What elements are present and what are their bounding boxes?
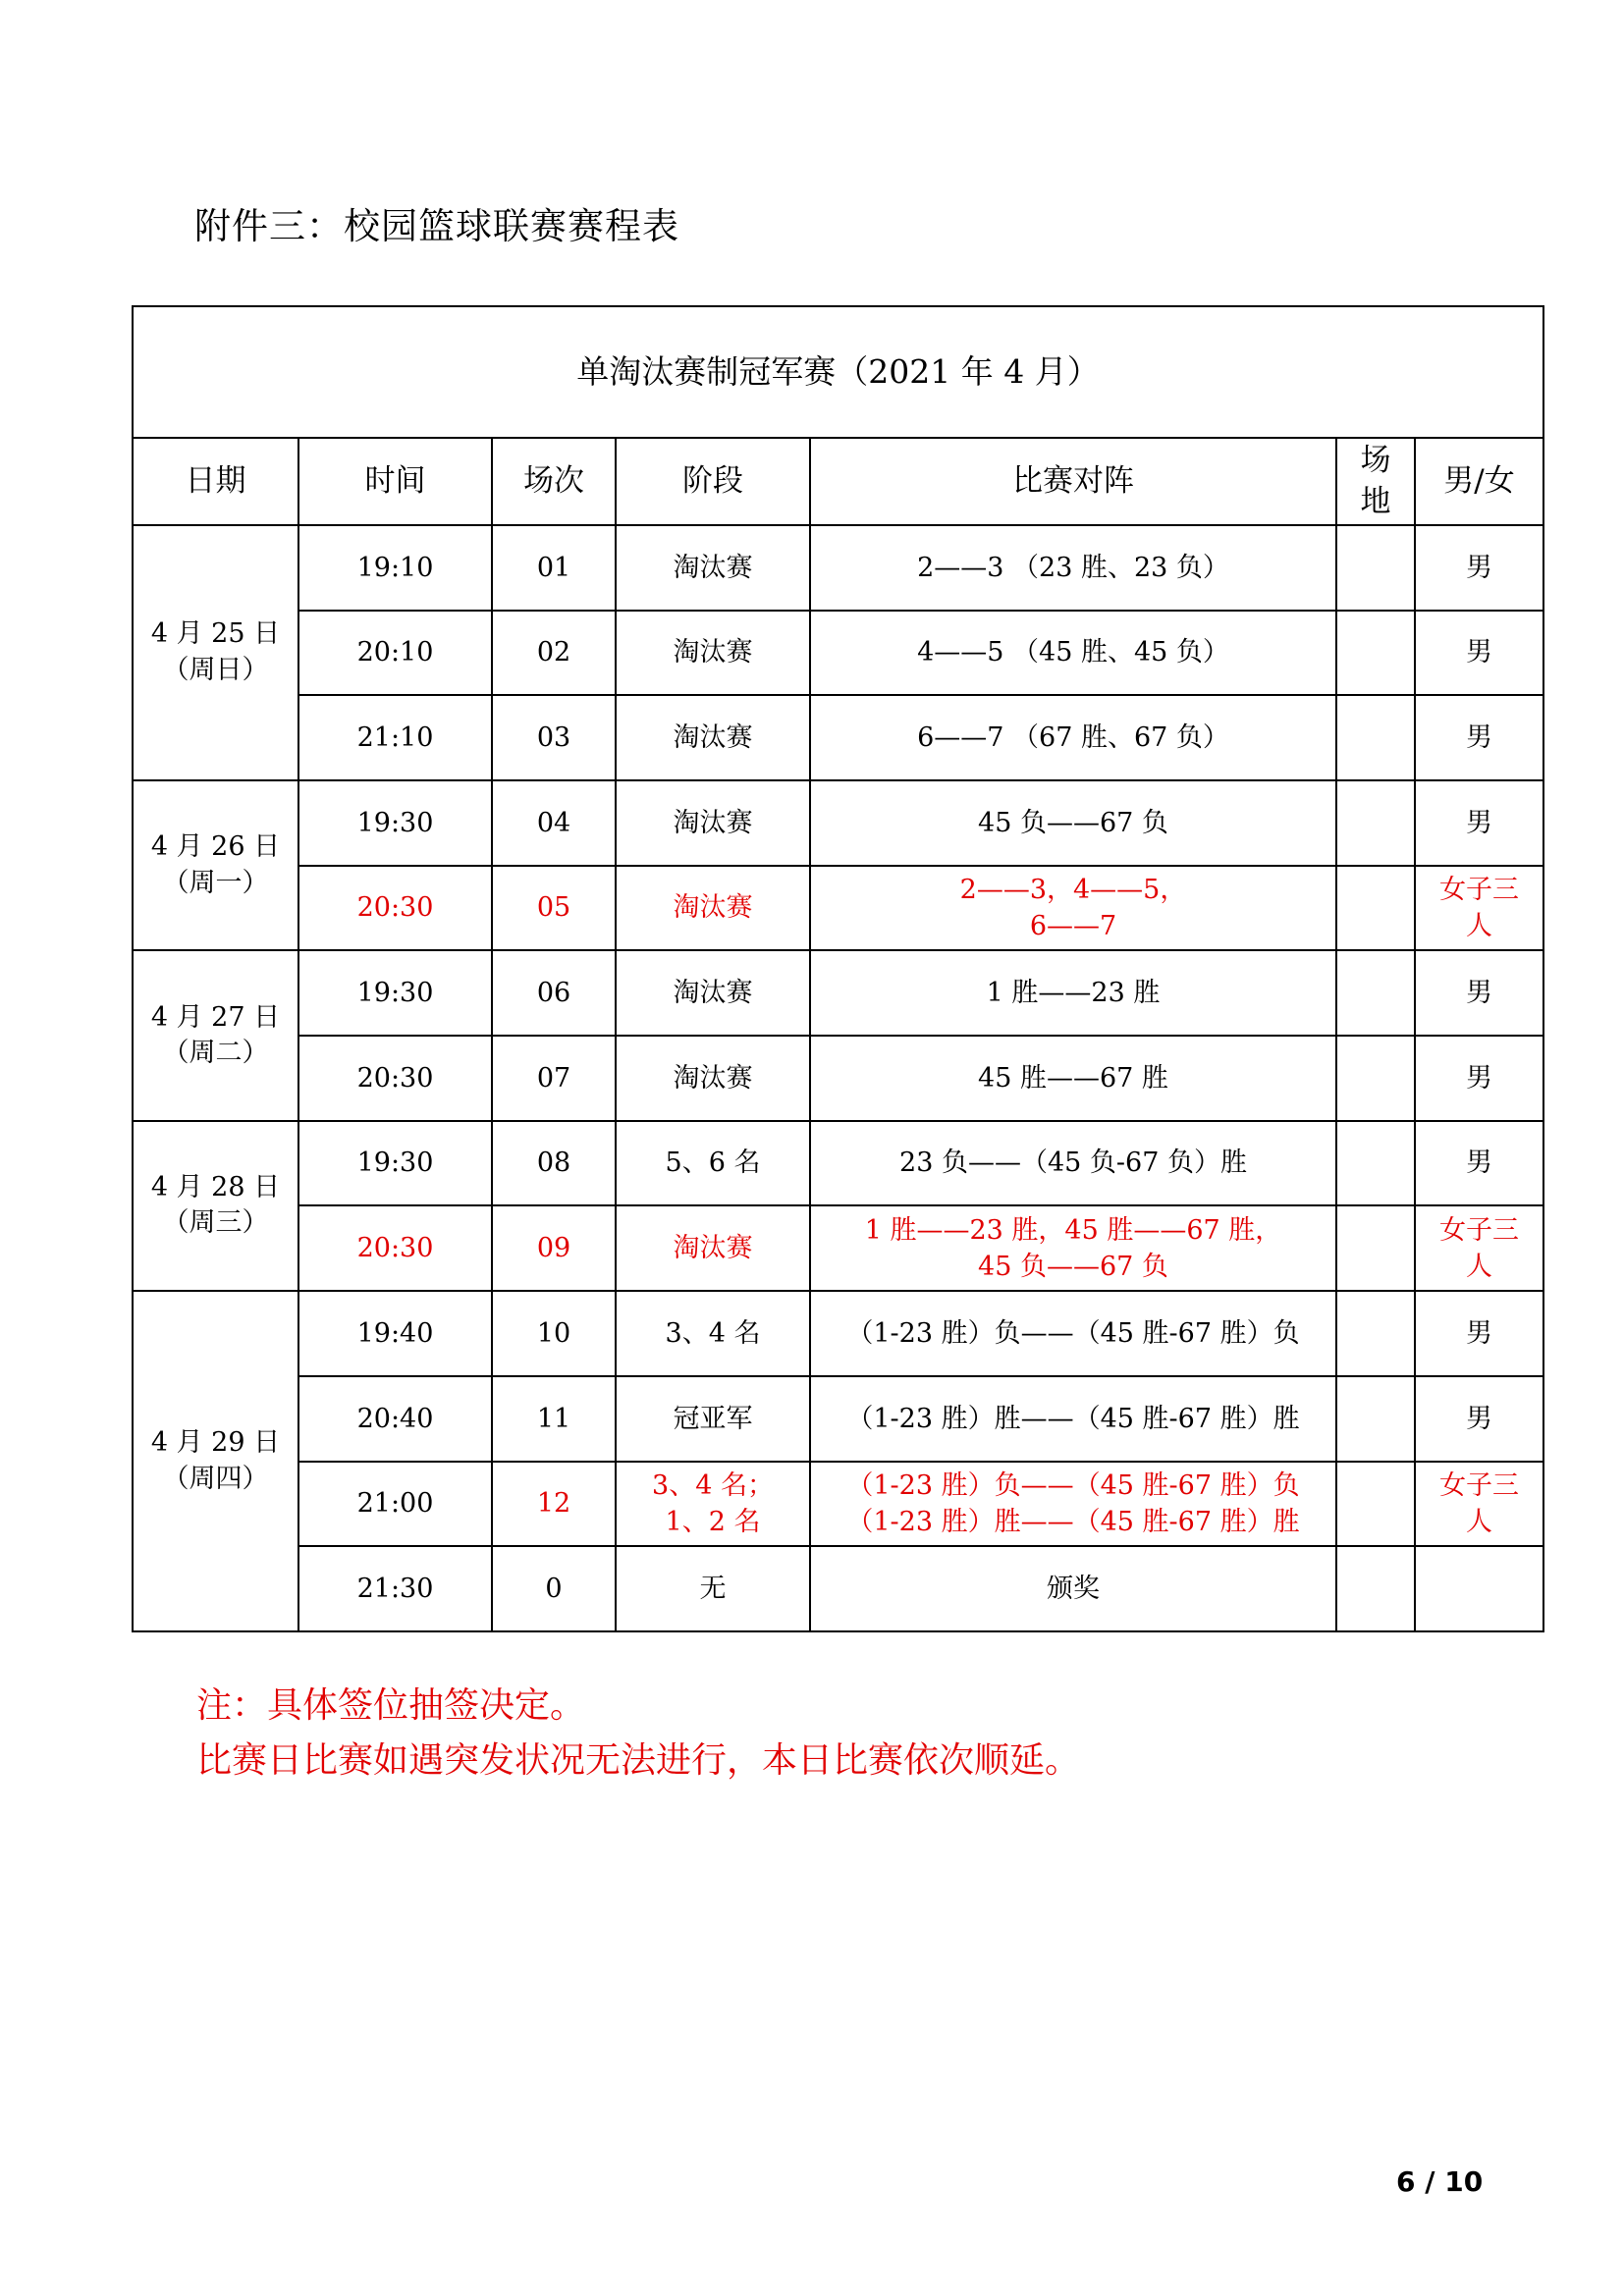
match-stage-cell: 5、6 名 bbox=[616, 1121, 810, 1206]
match-time-cell: 21:30 bbox=[298, 1546, 492, 1631]
match-stage-cell: 3、4 名 bbox=[616, 1291, 810, 1376]
table-row bbox=[133, 950, 1543, 1036]
match-stage-cell: 淘汰赛 bbox=[616, 1205, 810, 1291]
venue-cell bbox=[1336, 525, 1415, 611]
gender-cell: 男 bbox=[1415, 525, 1543, 611]
table-row bbox=[133, 611, 1543, 696]
match-stage-cell: 淘汰赛 bbox=[616, 611, 810, 696]
table-row bbox=[133, 866, 1543, 951]
match-number-cell: 12 bbox=[492, 1462, 616, 1547]
match-time-cell: 21:00 bbox=[298, 1462, 492, 1547]
gender-cell bbox=[1415, 1546, 1543, 1631]
table-row bbox=[133, 1462, 1543, 1547]
match-time-cell: 19:30 bbox=[298, 780, 492, 866]
page-number: 6 / 10 bbox=[1396, 2165, 1484, 2198]
table-row bbox=[133, 525, 1543, 611]
table-row bbox=[133, 1291, 1543, 1376]
header-date: 日期 bbox=[133, 438, 298, 525]
venue-cell bbox=[1336, 695, 1415, 780]
table-title: 单淘汰赛制冠军赛（2021 年 4 月） bbox=[133, 306, 1543, 438]
gender-cell: 男 bbox=[1415, 950, 1543, 1036]
gender-cell: 男 bbox=[1415, 611, 1543, 696]
note-line: 比赛日比赛如遇突发状况无法进行，本日比赛依次顺延。 bbox=[196, 1740, 1081, 1781]
match-stage-cell: 淘汰赛 bbox=[616, 1036, 810, 1121]
header-stage: 阶段 bbox=[616, 438, 810, 525]
venue-cell bbox=[1336, 1462, 1415, 1547]
venue-cell bbox=[1336, 1376, 1415, 1462]
matchup-cell: 6——7 （67 胜、67 负） bbox=[810, 695, 1336, 780]
date-cell: 4 月 27 日 （周二） bbox=[133, 950, 298, 1120]
match-number-cell: 09 bbox=[492, 1205, 616, 1291]
notes bbox=[196, 1679, 1080, 1789]
match-number-cell: 04 bbox=[492, 780, 616, 866]
header-match-number: 场次 bbox=[492, 438, 616, 525]
table-row bbox=[133, 1205, 1543, 1291]
match-stage-cell: 淘汰赛 bbox=[616, 695, 810, 780]
page-heading: 附件三：校园篮球联赛赛程表 bbox=[194, 205, 679, 247]
match-time-cell: 20:30 bbox=[298, 866, 492, 951]
match-time-cell: 20:40 bbox=[298, 1376, 492, 1462]
match-time-cell: 20:10 bbox=[298, 611, 492, 696]
gender-cell: 女子三 人 bbox=[1415, 1462, 1543, 1547]
venue-cell bbox=[1336, 1205, 1415, 1291]
matchup-cell: 1 胜——23 胜，45 胜——67 胜， 45 负——67 负 bbox=[810, 1205, 1336, 1291]
schedule-table bbox=[132, 305, 1544, 1632]
match-number-cell: 07 bbox=[492, 1036, 616, 1121]
venue-cell bbox=[1336, 780, 1415, 866]
table-row bbox=[133, 1121, 1543, 1206]
venue-cell bbox=[1336, 1121, 1415, 1206]
match-stage-cell: 淘汰赛 bbox=[616, 525, 810, 611]
gender-cell: 男 bbox=[1415, 1291, 1543, 1376]
date-cell: 4 月 26 日 （周一） bbox=[133, 780, 298, 950]
matchup-cell: 23 负——（45 负-67 负）胜 bbox=[810, 1121, 1336, 1206]
match-stage-cell: 淘汰赛 bbox=[616, 950, 810, 1036]
matchup-cell: 4——5 （45 胜、45 负） bbox=[810, 611, 1336, 696]
venue-cell bbox=[1336, 1036, 1415, 1121]
matchup-cell: 45 胜——67 胜 bbox=[810, 1036, 1336, 1121]
date-cell: 4 月 29 日 （周四） bbox=[133, 1291, 298, 1631]
matchup-cell: 2——3 （23 胜、23 负） bbox=[810, 525, 1336, 611]
match-time-cell: 20:30 bbox=[298, 1205, 492, 1291]
match-number-cell: 01 bbox=[492, 525, 616, 611]
venue-cell bbox=[1336, 950, 1415, 1036]
matchup-cell: 颁奖 bbox=[810, 1546, 1336, 1631]
gender-cell: 女子三 人 bbox=[1415, 866, 1543, 951]
match-time-cell: 19:30 bbox=[298, 1121, 492, 1206]
header-venue: 场 地 bbox=[1336, 438, 1415, 525]
match-time-cell: 19:10 bbox=[298, 525, 492, 611]
gender-cell: 男 bbox=[1415, 780, 1543, 866]
match-time-cell: 19:40 bbox=[298, 1291, 492, 1376]
match-number-cell: 02 bbox=[492, 611, 616, 696]
match-number-cell: 11 bbox=[492, 1376, 616, 1462]
match-time-cell: 20:30 bbox=[298, 1036, 492, 1121]
header-gender: 男/女 bbox=[1415, 438, 1543, 525]
table-row bbox=[133, 695, 1543, 780]
matchup-cell: （1-23 胜）负——（45 胜-67 胜）负 （1-23 胜）胜——（45 胜-67 胜）胜 bbox=[810, 1462, 1336, 1547]
match-number-cell: 08 bbox=[492, 1121, 616, 1206]
match-stage-cell: 冠亚军 bbox=[616, 1376, 810, 1462]
match-number-cell: 10 bbox=[492, 1291, 616, 1376]
venue-cell bbox=[1336, 1291, 1415, 1376]
matchup-cell: 2——3，4——5， 6——7 bbox=[810, 866, 1336, 951]
date-cell: 4 月 25 日 （周日） bbox=[133, 525, 298, 780]
match-stage-cell: 淘汰赛 bbox=[616, 780, 810, 866]
matchup-cell: （1-23 胜）胜——（45 胜-67 胜）胜 bbox=[810, 1376, 1336, 1462]
gender-cell: 男 bbox=[1415, 1121, 1543, 1206]
table-row bbox=[133, 1376, 1543, 1462]
date-cell: 4 月 28 日 （周三） bbox=[133, 1121, 298, 1291]
gender-cell: 男 bbox=[1415, 695, 1543, 780]
venue-cell bbox=[1336, 611, 1415, 696]
matchup-cell: 45 负——67 负 bbox=[810, 780, 1336, 866]
match-number-cell: 0 bbox=[492, 1546, 616, 1631]
match-number-cell: 06 bbox=[492, 950, 616, 1036]
venue-cell bbox=[1336, 866, 1415, 951]
table-row bbox=[133, 780, 1543, 866]
gender-cell: 男 bbox=[1415, 1376, 1543, 1462]
match-time-cell: 19:30 bbox=[298, 950, 492, 1036]
match-stage-cell: 淘汰赛 bbox=[616, 866, 810, 951]
matchup-cell: 1 胜——23 胜 bbox=[810, 950, 1336, 1036]
venue-cell bbox=[1336, 1546, 1415, 1631]
table-row bbox=[133, 1546, 1543, 1631]
gender-cell: 男 bbox=[1415, 1036, 1543, 1121]
header-time: 时间 bbox=[298, 438, 492, 525]
match-stage-cell: 无 bbox=[616, 1546, 810, 1631]
table-row bbox=[133, 1036, 1543, 1121]
note-line: 注：具体签位抽签决定。 bbox=[196, 1685, 586, 1726]
match-number-cell: 05 bbox=[492, 866, 616, 951]
header-matchup: 比赛对阵 bbox=[810, 438, 1336, 525]
matchup-cell: （1-23 胜）负——（45 胜-67 胜）负 bbox=[810, 1291, 1336, 1376]
match-stage-cell: 3、4 名； 1、2 名 bbox=[616, 1462, 810, 1547]
gender-cell: 女子三 人 bbox=[1415, 1205, 1543, 1291]
match-time-cell: 21:10 bbox=[298, 695, 492, 780]
match-number-cell: 03 bbox=[492, 695, 616, 780]
header-row bbox=[133, 438, 1543, 525]
